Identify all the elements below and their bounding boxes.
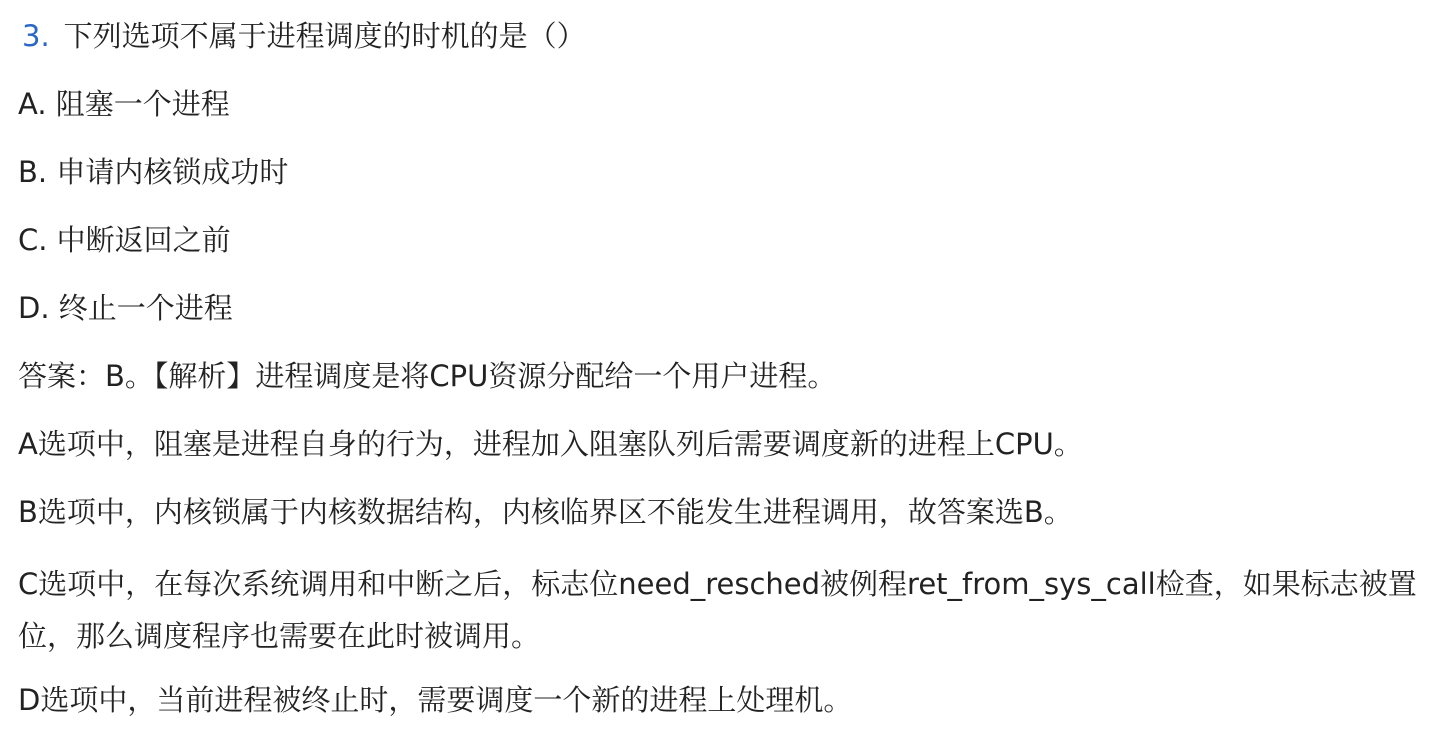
- explanation-d: D选项中，当前进程被终止时，需要调度一个新的进程上处理机。: [18, 683, 853, 717]
- option-b: B. 申请内核锁成功时: [18, 155, 289, 189]
- answer-line: 答案：B。【解析】进程调度是将CPU资源分配给一个用户进程。: [18, 359, 837, 393]
- option-d: D. 终止一个进程: [18, 291, 233, 325]
- question-number: 3.: [22, 19, 50, 53]
- question-header: [18, 14, 1443, 58]
- explanation-b: B选项中，内核锁属于内核数据结构，内核临界区不能发生进程调用，故答案选B。: [18, 495, 1073, 529]
- explanation-c: C选项中，在每次系统调用和中断之后，标志位need_resched被例程ret_from_sys_call检查，如果标志被置位，那么调度程序也需要在此时被调用。: [18, 567, 1417, 653]
- option-a: A. 阻塞一个进程: [18, 87, 230, 121]
- question-text: 下列选项不属于进程调度的时机的是（）: [63, 19, 586, 53]
- option-c: C. 中断返回之前: [18, 223, 231, 257]
- explanation-a: A选项中，阻塞是进程自身的行为，进程加入阻塞队列后需要调度新的进程上CPU。: [18, 427, 1083, 461]
